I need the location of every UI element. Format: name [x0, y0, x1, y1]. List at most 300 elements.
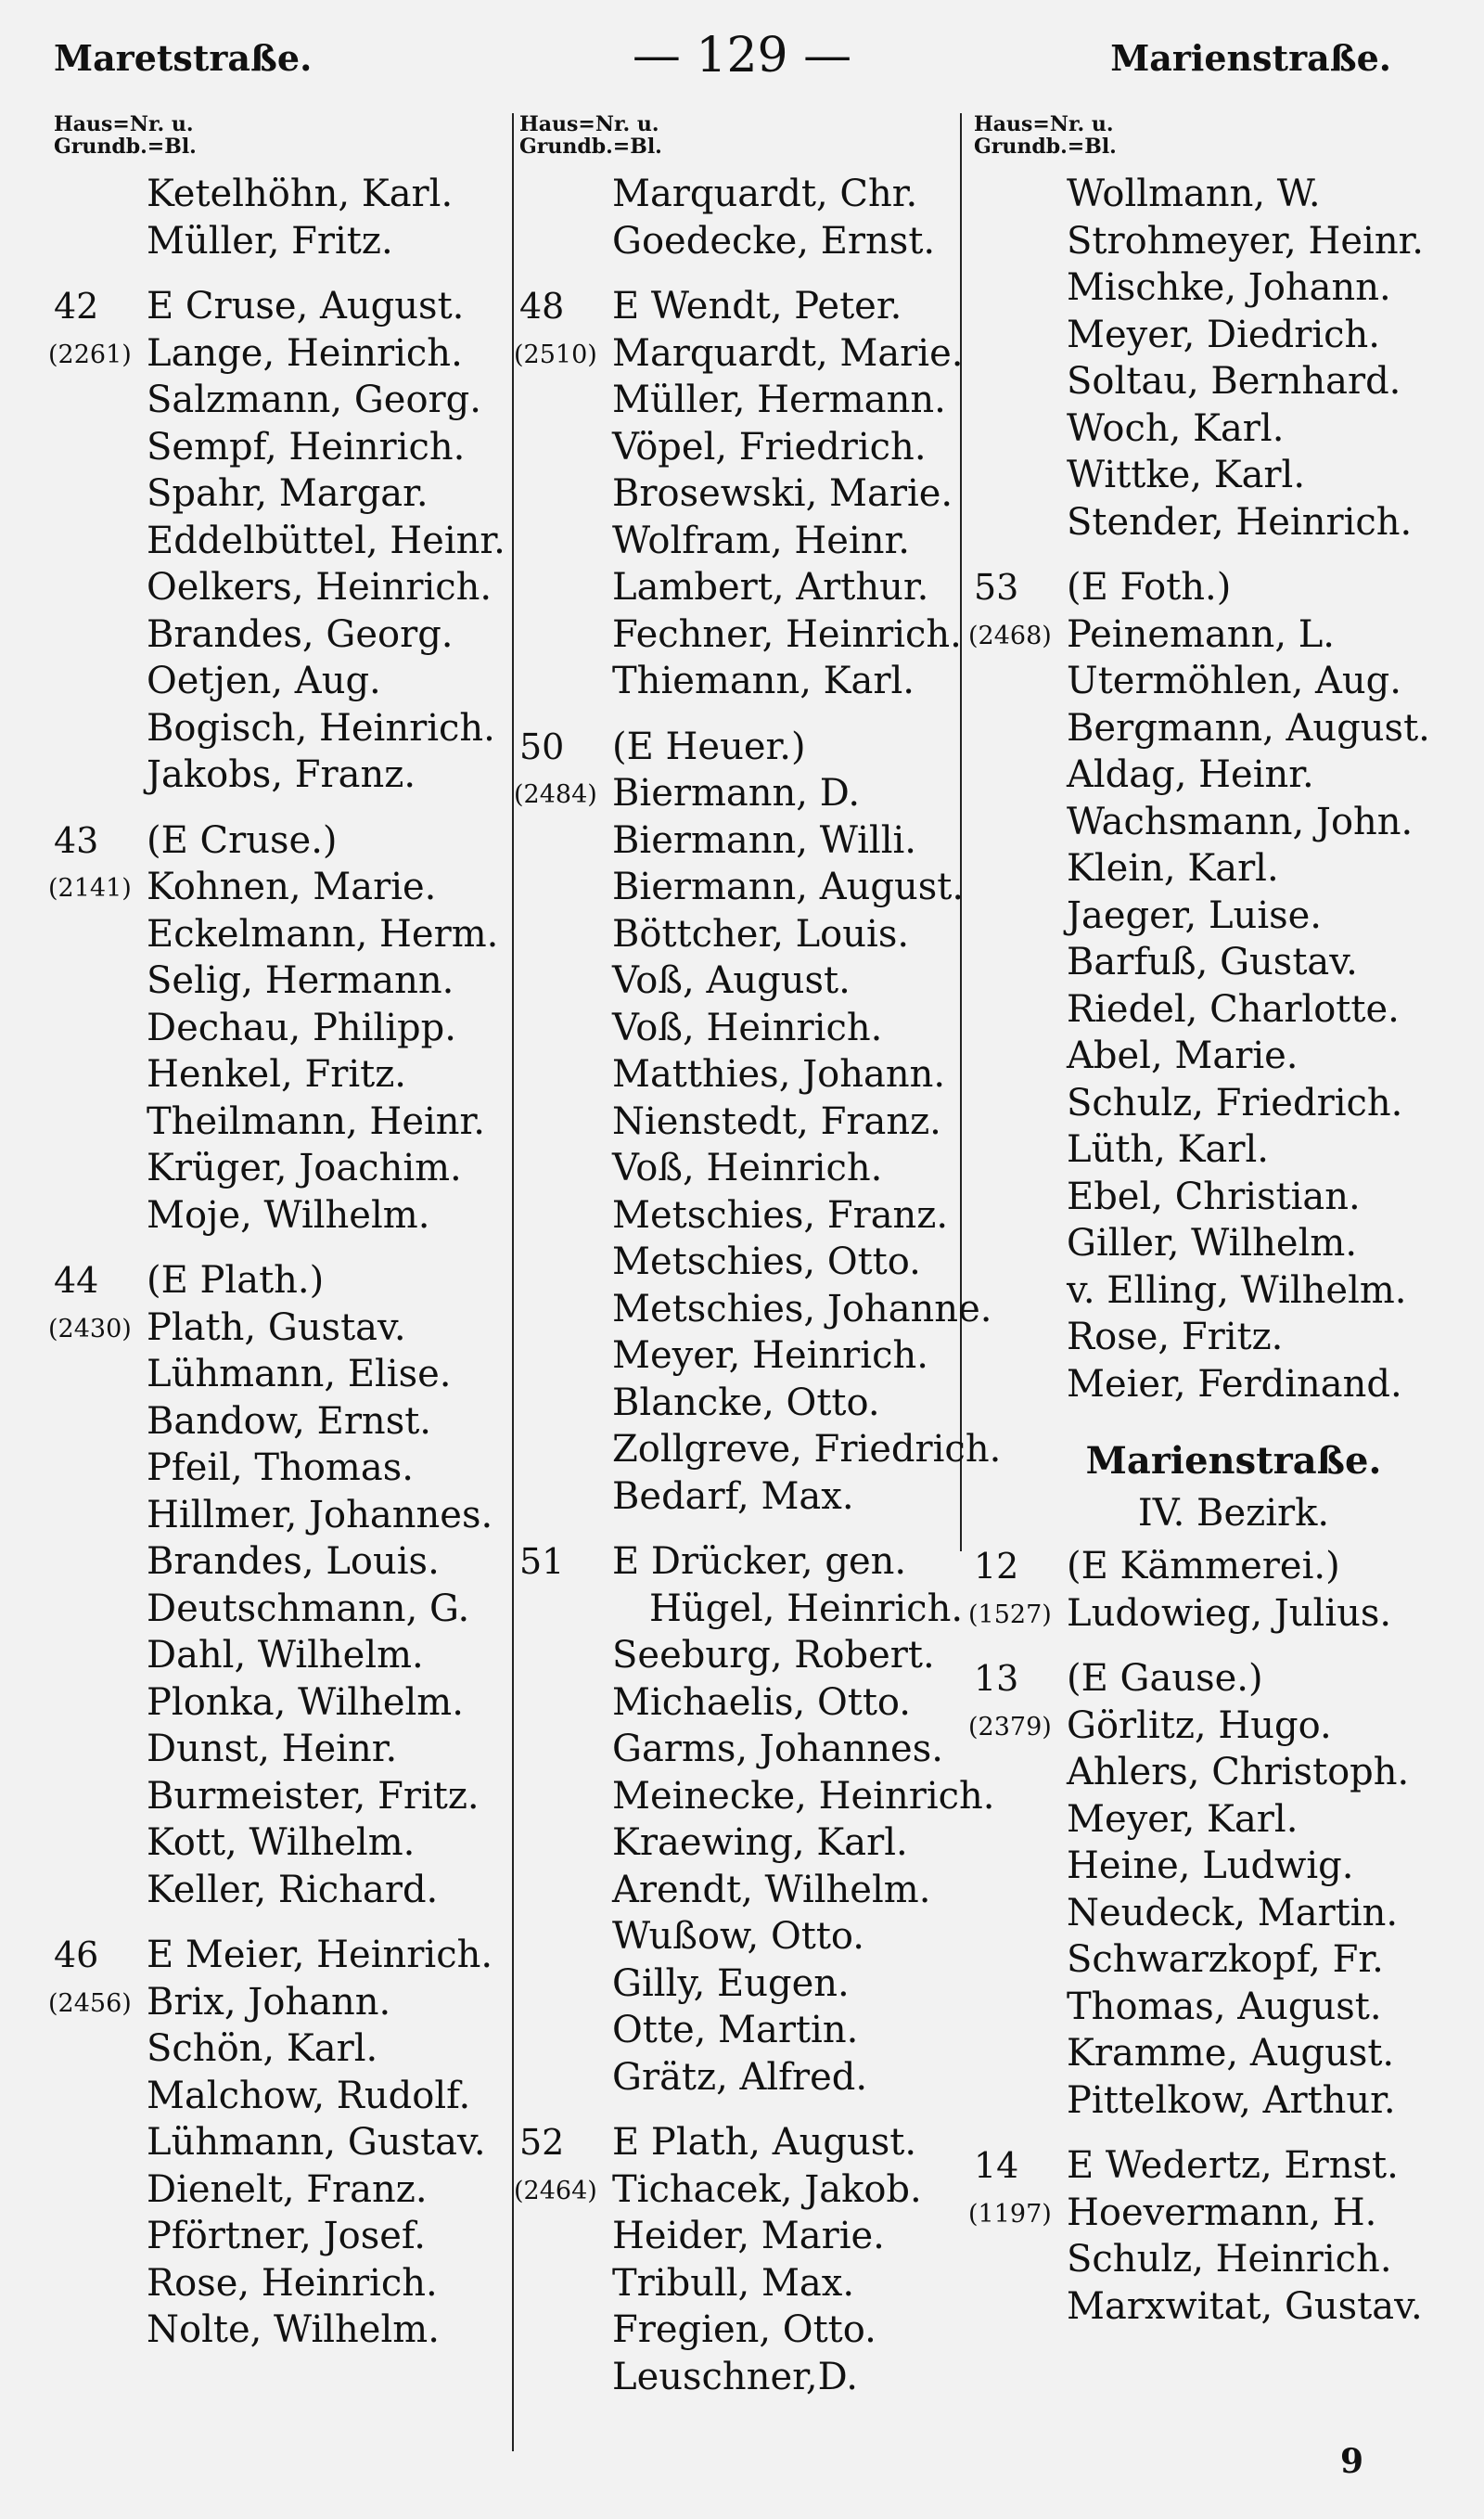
entry-line [974, 564, 1438, 611]
resident-name: Bergmann, August. [1067, 706, 1430, 750]
entry-line [48, 864, 508, 911]
entry-line [974, 218, 1438, 265]
house-number: 46 [54, 1934, 99, 1975]
entry-line [519, 957, 965, 1005]
house-entry [519, 171, 965, 264]
house-entry [54, 171, 508, 264]
resident-name: Grätz, Alfred. [612, 2055, 868, 2099]
entry-line [974, 986, 1438, 1034]
resident-name: Voß, Heinrich. [612, 1147, 883, 1189]
entry-line [54, 1445, 508, 1492]
entry-line [48, 1304, 508, 1352]
resident-name: Wußow, Otto. [612, 1915, 865, 1958]
resident-name: Böttcher, Louis. [612, 912, 910, 956]
entry-line [519, 1099, 965, 1146]
entry-line [54, 1538, 508, 1586]
column-header: Haus=Nr. u. Grundb.=Bl. [974, 112, 1117, 159]
resident-name: Dienelt, Franz. [147, 2167, 428, 2211]
entry-line [54, 1051, 508, 1099]
resident-name: Oelkers, Heinrich. [147, 566, 493, 609]
entry-line [519, 1679, 965, 1727]
entry-line [54, 752, 508, 799]
resident-name: Hoevermann, H. [1067, 2191, 1377, 2234]
house-entry [514, 724, 1002, 1521]
land-register-number: (2141) [48, 874, 132, 903]
house-entry [974, 171, 1438, 546]
resident-name: Klein, Karl. [1067, 847, 1279, 890]
house-number: 50 [519, 726, 565, 767]
resident-name: Barfuß, Gustav. [1067, 941, 1358, 983]
resident-name: Seeburg, Robert. [612, 1634, 935, 1677]
signature-mark: 9 [1339, 2442, 1363, 2481]
entry-line [974, 705, 1438, 752]
resident-name: Abel, Marie. [1067, 1035, 1298, 1077]
entry-line [519, 1239, 965, 1286]
entry-line [54, 1099, 508, 1146]
entry-line [974, 2142, 1438, 2190]
street-section-heading [974, 1435, 1438, 1539]
resident-name: Vöpel, Friedrich. [612, 425, 927, 469]
resident-name: Brandes, Louis. [147, 1540, 440, 1583]
resident-name: Wachsmann, John. [1067, 800, 1414, 843]
resident-name: Hillmer, Johannes. [147, 1493, 493, 1536]
directory-column-1 [48, 112, 508, 2372]
entry-line [974, 1126, 1438, 1174]
entry-line [54, 1819, 508, 1867]
resident-name: Strohmeyer, Heinr. [1067, 219, 1425, 263]
resident-name: Garms, Johannes. [612, 1728, 943, 1770]
resident-name: Pfeil, Thomas. [147, 1446, 414, 1489]
entry-line [519, 1632, 965, 1679]
entry-line [54, 1492, 508, 1539]
resident-name: Lambert, Arthur. [612, 566, 929, 609]
house-entry [968, 1655, 1438, 2124]
resident-name: Marquardt, Chr. [612, 173, 918, 215]
entry-line [968, 611, 1438, 659]
land-register-number: (2464) [514, 2176, 597, 2205]
resident-name: Metschies, Otto. [612, 1240, 921, 1283]
resident-name: Moje, Wilhelm. [147, 1193, 430, 1237]
entry-line [54, 1773, 508, 1820]
resident-name: Bandow, Ernst. [147, 1399, 432, 1443]
resident-name: Riedel, Charlotte. [1067, 987, 1400, 1031]
entry-line [54, 1398, 508, 1446]
entry-line [54, 817, 508, 865]
resident-name: Leuschner,D. [612, 2355, 858, 2398]
house-number: 44 [54, 1260, 99, 1301]
entry-line [519, 1773, 995, 1820]
resident-name: Theilmann, Heinr. [147, 1099, 485, 1143]
house-entry [968, 564, 1438, 1407]
resident-name: Utermöhlen, Aug. [1067, 660, 1401, 702]
entry-line [54, 1932, 508, 1979]
resident-name: E Cruse, August. [147, 285, 465, 328]
entry-line [519, 611, 965, 659]
entry-line [974, 1890, 1438, 1937]
resident-name: Otte, Martin. [612, 2009, 859, 2051]
resident-name: Michaelis, Otto. [612, 1680, 912, 1724]
resident-name: Görlitz, Hugo. [1067, 1703, 1332, 1747]
entry-line [974, 1843, 1438, 1890]
entry-line [974, 1174, 1438, 1221]
entry-line [519, 658, 965, 705]
entry-line [54, 911, 508, 958]
entry-line [54, 1192, 508, 1240]
entry-line [519, 2054, 965, 2101]
resident-name: Lüth, Karl. [1067, 1128, 1269, 1171]
land-register-number: (2510) [514, 340, 597, 369]
entry-line [974, 405, 1438, 453]
entry-line [54, 218, 508, 265]
resident-name: Meyer, Diedrich. [1067, 313, 1380, 356]
entry-line [974, 845, 1438, 893]
entry-line [519, 2119, 965, 2166]
entry-line [519, 518, 965, 565]
resident-name: Matthies, Johann. [612, 1053, 946, 1096]
entry-line [519, 1051, 965, 1099]
resident-name: Pförtner, Josef. [147, 2215, 426, 2257]
resident-name: Ludowieg, Julius. [1067, 1591, 1392, 1635]
resident-name: Metschies, Franz. [612, 1193, 949, 1237]
resident-name: Lange, Heinrich. [147, 331, 463, 375]
resident-name: Kramme, August. [1067, 2032, 1395, 2075]
resident-name: Marquardt, Marie. [612, 331, 964, 375]
resident-name: Nienstedt, Franz. [612, 1099, 941, 1143]
district-subtitle: IV. Bezirk. [1137, 1492, 1330, 1535]
house-entry [48, 817, 508, 1240]
resident-name: Rose, Heinrich. [147, 2261, 438, 2305]
resident-name: (E Plath.) [147, 1259, 325, 1302]
resident-name: (E Foth.) [1067, 566, 1232, 609]
resident-name: (E Gause.) [1067, 1657, 1263, 1700]
entry-line [54, 377, 508, 424]
resident-name: Schön, Karl. [147, 2027, 378, 2070]
resident-name: Müller, Hermann. [612, 379, 946, 421]
resident-name: Zollgreve, Friedrich. [612, 1428, 1002, 1471]
house-number: 53 [974, 567, 1019, 608]
entry-line [519, 218, 965, 265]
resident-name: Bedarf, Max. [612, 1474, 854, 1518]
directory-column-3 [968, 112, 1438, 2348]
entry-line [974, 1749, 1438, 1796]
entry-line [54, 957, 508, 1005]
house-entry [519, 1538, 995, 2101]
resident-name: Brandes, Georg. [147, 612, 454, 656]
house-number: 43 [54, 819, 99, 861]
resident-name: Metschies, Johanne. [612, 1287, 992, 1330]
resident-name: Neudeck, Martin. [1067, 1891, 1399, 1934]
entry-line [974, 893, 1438, 940]
resident-name: Deutschmann, G. [147, 1587, 470, 1630]
house-number: 52 [519, 2122, 565, 2163]
resident-name: Jaeger, Luise. [1067, 893, 1323, 937]
entry-line [519, 564, 965, 611]
entry-line [519, 1913, 965, 1960]
resident-name: Plonka, Wilhelm. [147, 1680, 464, 1724]
resident-name: Meinecke, Heinrich. [612, 1774, 995, 1818]
entry-line [54, 1726, 508, 1773]
entry-line [519, 2307, 965, 2354]
entry-line [54, 2025, 508, 2073]
entry-line [54, 658, 508, 705]
resident-name: Salzmann, Georg. [147, 379, 481, 421]
resident-name: Kohnen, Marie. [147, 866, 437, 908]
entry-line [974, 264, 1438, 312]
entry-line [54, 1257, 508, 1304]
entry-line [54, 1005, 508, 1052]
land-register-number: (2484) [514, 780, 597, 809]
entry-line [968, 1703, 1438, 1750]
resident-name: Hügel, Heinrich. [649, 1587, 964, 1630]
resident-name: Meyer, Karl. [1067, 1797, 1298, 1841]
entry-line [974, 452, 1438, 499]
resident-name: Biermann, Willi. [612, 818, 917, 862]
resident-name: Plath, Gustav. [147, 1305, 406, 1349]
entry-line [974, 1655, 1438, 1703]
entry-line [519, 2213, 965, 2260]
resident-name: Selig, Hermann. [147, 959, 454, 1002]
entry-line [54, 705, 508, 752]
entry-line [519, 1538, 965, 1586]
resident-name: E Wendt, Peter. [612, 285, 902, 328]
entry-line [974, 2077, 1438, 2125]
land-register-number: (2468) [968, 621, 1052, 650]
house-number: 48 [519, 286, 565, 327]
entry-line [54, 470, 508, 518]
entry-line [519, 1005, 965, 1052]
house-entry [48, 283, 508, 799]
entry-line [519, 2007, 965, 2054]
entry-line [514, 2166, 965, 2214]
entry-line [974, 752, 1438, 799]
resident-name: Voß, August. [612, 959, 851, 1002]
entry-line [519, 377, 965, 424]
entry-line [519, 1426, 1002, 1473]
house-entry [968, 2142, 1438, 2330]
land-register-number: (2261) [48, 340, 132, 369]
resident-name: Lühmann, Gustav. [147, 2121, 486, 2164]
entry-line [519, 1819, 965, 1867]
resident-name: Kott, Wilhelm. [147, 1821, 416, 1864]
entry-line [974, 2236, 1438, 2283]
entry-line [519, 1286, 992, 1333]
resident-name: Thomas, August. [1067, 1985, 1382, 2028]
entry-line [519, 1867, 965, 1914]
column-header: Haus=Nr. u. Grundb.=Bl. [519, 112, 662, 159]
resident-name: Nolte, Wilhelm. [147, 2308, 440, 2351]
resident-name: Biermann, August. [612, 866, 965, 908]
resident-name: Tichacek, Jakob. [612, 2167, 922, 2211]
resident-name: Heider, Marie. [612, 2215, 885, 2257]
column-divider [512, 113, 514, 2451]
land-register-number: (2379) [968, 1712, 1052, 1741]
resident-name: v. Elling, Wilhelm. [1067, 1268, 1407, 1312]
resident-name: Gilly, Eugen. [612, 1961, 850, 2005]
entry-line [54, 518, 508, 565]
entry-line [974, 1543, 1438, 1590]
resident-name: Keller, Richard. [147, 1868, 439, 1911]
entry-line [54, 1632, 508, 1679]
entry-line [54, 1351, 508, 1398]
resident-name: Malchow, Rudolf. [147, 2074, 471, 2117]
entry-line [974, 1220, 1438, 1267]
resident-name: Krüger, Joachim. [147, 1147, 462, 1189]
house-number: 12 [974, 1546, 1019, 1587]
resident-name: Ketelhöhn, Karl. [147, 173, 454, 215]
resident-name: Stender, Heinrich. [1067, 500, 1413, 544]
entry-line [519, 1332, 965, 1380]
resident-name: Spahr, Margar. [147, 472, 429, 515]
entry-line [519, 911, 965, 958]
resident-name: Marxwitat, Gustav. [1067, 2284, 1423, 2328]
resident-name: Jakobs, Franz. [147, 753, 416, 796]
resident-name: Goedecke, Ernst. [612, 219, 936, 263]
resident-name: Biermann, D. [612, 772, 861, 815]
resident-name: Woch, Karl. [1067, 406, 1285, 450]
resident-name: Voß, Heinrich. [612, 1006, 883, 1049]
resident-name: Henkel, Fritz. [147, 1053, 406, 1096]
entry-line [519, 470, 965, 518]
resident-name: (E Heuer.) [612, 725, 806, 768]
resident-name: Oetjen, Aug. [147, 660, 381, 702]
entry-line [519, 2260, 965, 2307]
entry-line [974, 1796, 1438, 1844]
entry-line [974, 358, 1438, 405]
resident-name: (E Cruse.) [147, 818, 338, 862]
entry-line [974, 2283, 1438, 2331]
resident-name: Thiemann, Karl. [612, 660, 915, 702]
house-entry [48, 1932, 508, 2354]
entry-line [974, 1984, 1438, 2031]
entry-line [519, 724, 965, 771]
resident-name: E Drücker, gen. [612, 1540, 907, 1583]
entry-line [514, 330, 965, 378]
resident-name: E Wedertz, Ernst. [1067, 2144, 1399, 2187]
entry-line [54, 283, 508, 330]
entry-line [519, 1586, 965, 1633]
page-number: — 129 — [632, 28, 852, 84]
resident-name: Meyer, Heinrich. [612, 1334, 928, 1377]
entry-line [48, 330, 508, 378]
entry-line [974, 799, 1438, 846]
land-register-number: (1527) [968, 1600, 1052, 1629]
land-register-number: (1197) [968, 2199, 1052, 2229]
entry-line [974, 658, 1438, 705]
resident-name: Giller, Wilhelm. [1067, 1222, 1358, 1265]
entry-line [54, 1145, 508, 1192]
resident-name: Sempf, Heinrich. [147, 425, 466, 469]
resident-name: (E Kämmerei.) [1067, 1545, 1340, 1587]
entry-line [519, 1960, 965, 2008]
house-number: 42 [54, 286, 99, 327]
entry-line [54, 1867, 508, 1914]
header-right-street: Marienstraße. [1110, 37, 1391, 79]
resident-name: Bogisch, Heinrich. [147, 706, 495, 750]
entry-line [968, 1590, 1438, 1638]
resident-name: Aldag, Heinr. [1067, 753, 1314, 796]
resident-name: Wolfram, Heinr. [612, 519, 910, 562]
resident-name: Brix, Johann. [147, 1980, 391, 2024]
entry-line [54, 564, 508, 611]
entry-line [519, 171, 965, 218]
resident-name: Ebel, Christian. [1067, 1175, 1361, 1218]
header-left-street: Maretstraße. [54, 37, 313, 79]
entry-line [519, 1726, 965, 1773]
resident-name: Schulz, Heinrich. [1067, 2238, 1392, 2281]
resident-name: Arendt, Wilhelm. [612, 1868, 931, 1911]
entry-line [54, 1679, 508, 1727]
resident-name: Wittke, Karl. [1067, 454, 1306, 496]
entry-line [54, 2166, 508, 2214]
entry-line [519, 864, 965, 911]
resident-name: Wollmann, W. [1067, 173, 1321, 215]
resident-name: Schulz, Friedrich. [1067, 1081, 1403, 1125]
entry-line [519, 817, 965, 865]
resident-name: Müller, Fritz. [147, 219, 393, 263]
resident-name: Rose, Fritz. [1067, 1316, 1284, 1358]
entry-line [519, 283, 965, 330]
resident-name: Dunst, Heinr. [147, 1728, 398, 1770]
resident-name: E Meier, Heinrich. [147, 1934, 493, 1976]
entry-line [974, 939, 1438, 986]
entry-line [54, 1586, 508, 1633]
entry-line [974, 1314, 1438, 1361]
resident-name: Dechau, Philipp. [147, 1006, 456, 1049]
resident-name: Ahlers, Christoph. [1067, 1751, 1410, 1793]
entry-line [54, 424, 508, 471]
entry-line [974, 1936, 1438, 1984]
entry-line [54, 2213, 508, 2260]
entry-line [974, 1361, 1438, 1408]
entry-line [974, 1080, 1438, 1127]
entry-line [54, 2307, 508, 2354]
resident-name: Lühmann, Elise. [147, 1353, 452, 1395]
resident-name: Brosewski, Marie. [612, 472, 953, 515]
entry-line [519, 1192, 965, 1240]
entry-line [54, 2073, 508, 2120]
entry-line [974, 2030, 1438, 2077]
resident-name: Peinemann, L. [1067, 612, 1336, 656]
column-header: Haus=Nr. u. Grundb.=Bl. [54, 112, 197, 159]
resident-name: Eckelmann, Herm. [147, 912, 499, 956]
entry-line [54, 2260, 508, 2307]
resident-name: Fregien, Otto. [612, 2308, 876, 2351]
resident-name: Soltau, Bernhard. [1067, 360, 1401, 403]
entry-line [974, 312, 1438, 359]
house-entry [968, 1543, 1438, 1637]
entry-line [54, 171, 508, 218]
resident-name: Mischke, Johann. [1067, 266, 1391, 309]
house-entry [514, 283, 965, 705]
entry-line [54, 611, 508, 659]
entry-line [519, 424, 965, 471]
house-entry [514, 2119, 965, 2400]
entry-line [514, 770, 965, 817]
entry-line [519, 1473, 965, 1521]
entry-line [974, 171, 1438, 218]
resident-name: Kraewing, Karl. [612, 1821, 908, 1864]
land-register-number: (2430) [48, 1314, 132, 1343]
entry-line [974, 1267, 1438, 1315]
land-register-number: (2456) [48, 1988, 132, 2018]
entry-line [519, 2354, 965, 2401]
resident-name: Pittelkow, Arthur. [1067, 2078, 1396, 2122]
resident-name: Meier, Ferdinand. [1067, 1362, 1402, 1406]
entry-line [974, 499, 1438, 546]
resident-name: E Plath, August. [612, 2121, 917, 2164]
resident-name: Tribull, Max. [612, 2261, 855, 2305]
entry-line [54, 2119, 508, 2166]
